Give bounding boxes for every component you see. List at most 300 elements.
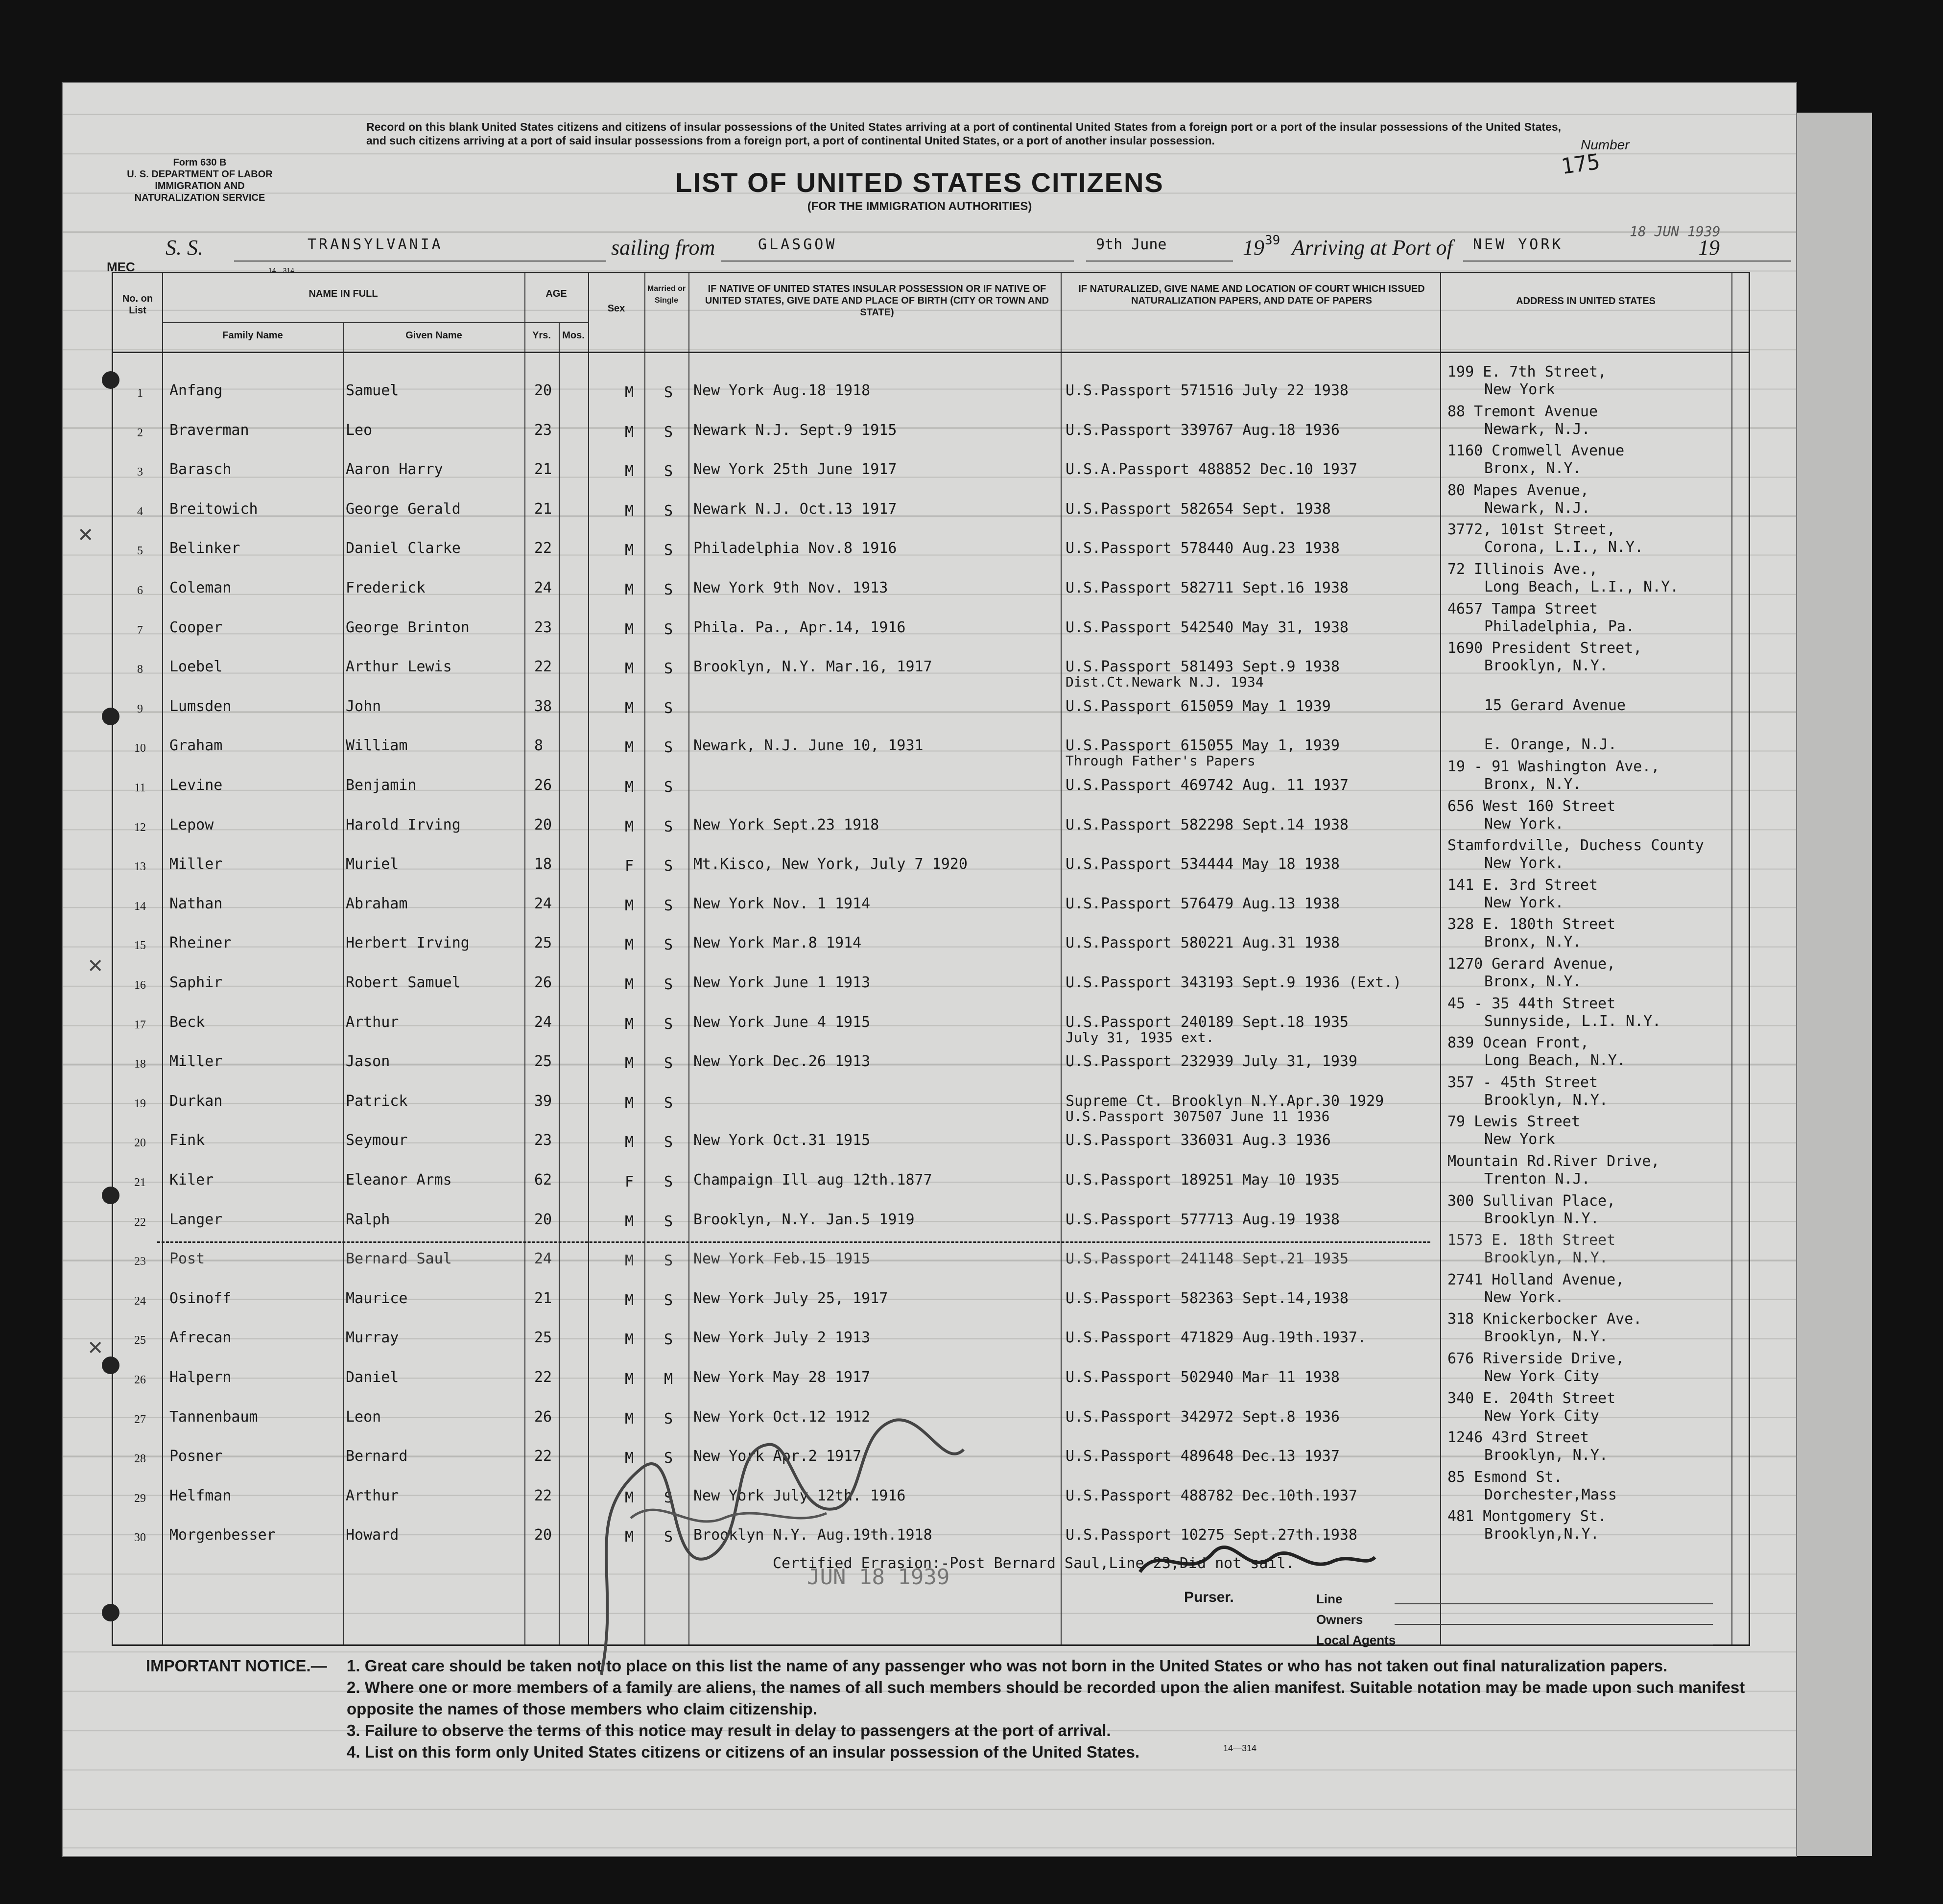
record-instructions: Record on this blank United States citizens and citizens of insular possessions of the United States arriving at a port of continental United States from a foreign port or a port of the insular possessions of the United States, and such citizens arriving at a port of said insular possessions from a foreign port, a port of continental United States, or a port of another insular possession. [366,120,1561,147]
family-name: Tannenbaum [169,1408,258,1426]
given-name: Eleanor Arms [346,1171,452,1189]
notice-label: IMPORTANT NOTICE.— [146,1657,327,1675]
header-age: AGE [545,288,567,299]
naturalization-info: U.S.Passport 582298 Sept.14 1938 [1066,816,1349,833]
birth-info: Newark N.J. Sept.9 1915 [693,421,897,439]
age-years: 21 [534,461,552,478]
age-years: 8 [534,737,544,755]
age-years: 24 [534,1013,552,1031]
marital-status: S [664,857,673,875]
sex: M [625,1450,634,1467]
address-line-1: 79 Lewis Street [1447,1113,1580,1131]
birth-info: Mt.Kisco, New York, July 7 1920 [693,856,968,873]
family-name: Belinker [169,540,240,557]
naturalization-info: U.S.Passport 10275 Sept.27th.1938 [1066,1526,1358,1544]
naturalization-info: U.S.Passport 232939 July 31, 1939 [1066,1053,1358,1071]
form-identifier: Form 630 B U. S. DEPARTMENT OF LABOR IMMIGRATION AND NATURALIZATION SERVICE [127,157,273,203]
year-prefix: 19 [1243,236,1264,260]
family-name: Barasch [169,461,232,478]
sex: M [625,1055,634,1072]
age-years: 39 [534,1092,552,1110]
page-subtitle: (FOR THE IMMIGRATION AUTHORITIES) [807,200,1032,213]
header-name-in-full: NAME IN FULL [308,288,378,299]
x-mark: ✕ [87,955,104,977]
birth-info: Phila. Pa., Apr.14, 1916 [693,619,906,636]
arriving-label: Arriving at Port of [1292,236,1453,260]
age-years: 21 [534,500,552,518]
marital-status: S [664,542,673,559]
family-name: Posner [169,1448,223,1465]
family-name: Halpern [169,1369,232,1386]
address-line-2: Newark, N.J. [1484,420,1590,438]
birth-info: New York Sept.23 1918 [693,816,879,833]
header-sex: Sex [607,303,625,314]
address-line-1: 328 E. 180th Street [1447,916,1616,933]
address-line-2: 15 Gerard Avenue [1484,696,1626,714]
marital-status: S [664,620,673,638]
family-name: Morgenbesser [169,1526,276,1544]
marital-status: S [664,739,673,757]
given-name: Herbert Irving [346,934,470,952]
age-years: 21 [534,1289,552,1307]
birth-info: New York Mar.8 1914 [693,934,862,952]
row-number: 20 [134,1137,146,1150]
address-line-1: 357 - 45th Street [1447,1073,1598,1091]
age-years: 22 [534,540,552,557]
address-line-2: Brooklyn, N.Y. [1484,1249,1608,1267]
birth-info: New York July 2 1913 [693,1329,871,1347]
sail-date: 9th June [1096,236,1167,253]
marital-status: S [664,1213,673,1230]
age-years: 20 [534,382,552,399]
naturalization-info: U.S.Passport 582711 Sept.16 1938 [1066,579,1349,596]
family-name: Anfang [169,382,223,399]
address-line-1: 199 E. 7th Street, [1447,363,1607,381]
naturalization-info: U.S.Passport 580221 Aug.31 1938 [1066,934,1340,952]
age-years: 23 [534,619,552,636]
address-line-1: 45 - 35 44th Street [1447,995,1616,1012]
address-line-2: Long Beach, N.Y. [1484,1052,1626,1070]
purser-label: Purser. [1184,1589,1234,1605]
address-line-1: 2741 Holland Avenue, [1447,1271,1625,1288]
sex: M [625,542,634,559]
row-number: 19 [134,1097,146,1110]
sex: M [625,1410,634,1428]
naturalization-info: U.S.Passport 489648 Dec.13 1937 [1066,1448,1340,1465]
address-line-1: 80 Mapes Avenue, [1447,481,1589,499]
birth-info: New York July 12th. 1916 [693,1487,906,1504]
row-number: 1 [137,387,143,400]
header-family-name: Family Name [222,330,283,341]
row-number: 9 [137,702,143,715]
naturalization-info: U.S.Passport 488782 Dec.10th.1937 [1066,1487,1358,1504]
family-name: Levine [169,777,223,794]
given-name: Robert Samuel [346,974,461,991]
address-line-1: 340 E. 204th Street [1447,1389,1616,1407]
marital-status: S [664,1331,673,1349]
manifest-sheet [63,83,1796,1856]
address-line-2: Trenton N.J. [1484,1170,1590,1188]
address-line-1: 656 West 160 Street [1447,797,1616,815]
address-line-1: 300 Sullivan Place, [1447,1192,1616,1210]
naturalization-info-extra: July 31, 1935 ext. [1066,1029,1214,1046]
birth-info: New York 25th June 1917 [693,461,897,478]
sex: M [625,423,634,441]
address-line-1: 1690 President Street, [1447,640,1642,657]
row-number: 2 [137,426,143,439]
naturalization-info-extra: U.S.Passport 307507 June 11 1936 [1066,1108,1330,1124]
row-number: 4 [137,505,143,518]
family-name: Cooper [169,619,223,636]
arrival-date-stamp: 18 JUN 1939 [1630,223,1721,239]
marital-status: S [664,1055,673,1072]
marital-status: S [664,463,673,480]
x-mark: ✕ [87,1337,104,1359]
row-number: 10 [134,742,146,755]
voyage-line [166,223,1757,264]
naturalization-info: U.S.Passport 615055 May 1, 1939 [1066,737,1340,755]
given-name: Bernard Saul [346,1250,452,1268]
age-years: 62 [534,1171,552,1189]
x-mark: ✕ [77,524,94,547]
address-line-2: New York [1484,1131,1555,1148]
address-line-2: Long Beach, L.I., N.Y. [1484,578,1679,595]
age-years: 18 [534,856,552,873]
given-name: Arthur [346,1487,399,1504]
address-line-1: 141 E. 3rd Street [1447,876,1598,894]
age-years: 20 [534,1211,552,1228]
row-number: 27 [134,1413,146,1426]
address-line-1: 4657 Tampa Street [1447,600,1598,618]
address-line-2: New York. [1484,855,1564,872]
marital-status: S [664,779,673,796]
age-years: 25 [534,1329,552,1347]
punch-hole [102,371,119,389]
line-owners-agents [1316,1592,1396,1653]
row-number: 22 [134,1215,146,1229]
row-number: 6 [137,584,143,597]
sex: M [625,620,634,638]
ship-name: TRANSYLVANIA [308,236,443,253]
given-name: Howard [346,1526,399,1544]
birth-info: Brooklyn N.Y. Aug.19th.1918 [693,1526,932,1544]
family-name: Fink [169,1132,205,1149]
address-line-1: 1573 E. 18th Street [1447,1232,1616,1249]
table-row [113,692,1749,731]
sex: M [625,502,634,520]
age-years: 24 [534,1250,552,1268]
naturalization-info: U.S.Passport 343193 Sept.9 1936 (Ext.) [1066,974,1402,991]
address-line-2: New York. [1484,1288,1564,1306]
family-name: Miller [169,1053,223,1071]
age-years: 24 [534,579,552,596]
sex: M [625,463,634,480]
marital-status: S [664,1489,673,1506]
number-label: Number [1581,137,1630,152]
address-line-2: Dorchester,Mass [1484,1486,1617,1503]
footer-code: 14—314 [1223,1743,1257,1753]
naturalization-info: U.S.Passport 615059 May 1 1939 [1066,697,1331,715]
address-line-2: Brooklyn,N.Y. [1484,1525,1599,1543]
birth-info: New York June 1 1913 [693,974,871,991]
sex: M [625,1094,634,1112]
address-line-2: Brooklyn, N.Y. [1484,657,1608,675]
family-name: Graham [169,737,223,755]
row-number: 25 [134,1334,146,1347]
struck-line-23 [157,1241,1430,1243]
birth-info: Newark, N.J. June 10, 1931 [693,737,924,755]
address-line-2: Bronx, N.Y. [1484,933,1582,951]
given-name: Harold Irving [346,816,461,833]
family-name: Miller [169,856,223,873]
marital-status: S [664,1094,673,1112]
sex: M [625,1371,634,1388]
given-name: Jason [346,1053,390,1071]
family-name: Osinoff [169,1289,232,1307]
given-name: Arthur [346,1013,399,1031]
address-line-1: 1246 43rd Street [1447,1429,1589,1447]
address-line-2: Brooklyn, N.Y. [1484,1328,1608,1346]
naturalization-info: U.S.Passport 577713 Aug.19 1938 [1066,1211,1340,1228]
family-name: Lepow [169,816,214,833]
punch-hole [102,1604,119,1621]
row-number: 29 [134,1492,146,1505]
address-line-2: Bronx, N.Y. [1484,776,1582,793]
sex: M [625,779,634,796]
from-port: GLASGOW [758,236,837,253]
age-years: 20 [534,816,552,833]
family-name: Helfman [169,1487,232,1504]
sex: M [625,699,634,717]
family-name: Beck [169,1013,205,1031]
birth-info: Brooklyn, N.Y. Mar.16, 1917 [693,658,932,676]
printer-code: 14—314 [268,266,294,274]
handwritten-signature-inspector [562,1371,1003,1704]
sex: M [625,739,634,757]
address-line-2: New York City [1484,1407,1599,1425]
header-yrs: Yrs. [532,330,551,341]
address-line-2: Philadelphia, Pa. [1484,618,1635,635]
number-value: 175 [1559,149,1602,180]
sex: M [625,818,634,835]
line-label: Line [1316,1592,1343,1606]
family-name: Loebel [169,658,223,676]
naturalization-info: U.S.Passport 534444 May 18 1938 [1066,856,1340,873]
family-name: Afrecan [169,1329,232,1347]
birth-info: New York May 28 1917 [693,1369,871,1386]
marital-status: S [664,1252,673,1270]
birth-info: Champaign Ill aug 12th.1877 [693,1171,932,1189]
marital-status: S [664,699,673,717]
marital-status: S [664,818,673,835]
header-address: ADDRESS IN UNITED STATES [1516,296,1656,307]
page-title: LIST OF UNITED STATES CITIZENS [675,167,1164,198]
given-name: Frederick [346,579,426,596]
family-name: Lumsden [169,697,232,715]
naturalization-info: U.S.Passport 581493 Sept.9 1938 [1066,658,1340,676]
row-number: 28 [134,1452,146,1466]
marital-status: S [664,1015,673,1033]
row-number: 21 [134,1176,146,1189]
address-line-1: 85 Esmond St. [1447,1468,1563,1486]
row-number: 8 [137,663,143,676]
address-line-1: 19 - 91 Washington Ave., [1447,758,1660,775]
birth-info: New York Oct.31 1915 [693,1132,871,1149]
family-name: Durkan [169,1092,223,1110]
address-line-2: Newark, N.J. [1484,499,1590,517]
birth-info: New York Nov. 1 1914 [693,895,871,912]
row-number: 14 [134,900,146,913]
naturalization-info: U.S.Passport 578440 Aug.23 1938 [1066,540,1340,557]
naturalization-info: U.S.Passport 582654 Sept. 1938 [1066,500,1331,518]
sex: M [625,936,634,954]
age-years: 20 [534,1526,552,1544]
family-name: Langer [169,1211,223,1228]
given-name: Leon [346,1408,381,1426]
sex: F [625,1173,634,1190]
naturalization-info: U.S.Passport 342972 Sept.8 1936 [1066,1408,1340,1426]
naturalization-info: U.S.Passport 336031 Aug.3 1936 [1066,1132,1331,1149]
sex: M [625,1489,634,1506]
marital-status: S [664,1410,673,1428]
sex: M [625,897,634,914]
birth-info: New York Feb.15 1915 [693,1250,871,1268]
header-married: Married or Single [647,285,686,305]
arrival-port: NEW YORK [1473,236,1564,253]
address-line-2: Bronx, N.Y. [1484,973,1582,990]
row-number: 12 [134,821,146,834]
punch-hole [102,1187,119,1204]
sex: M [625,1331,634,1349]
sailing-label: sailing from [611,236,715,260]
row-number: 7 [137,623,143,637]
address-line-2: New York [1484,381,1555,398]
row-number: 5 [137,545,143,558]
birth-info: New York Apr.2 1917 [693,1448,862,1465]
address-line-1: 676 Riverside Drive, [1447,1350,1625,1367]
address-line-1: 318 Knickerbocker Ave. [1447,1310,1642,1328]
naturalization-info-extra: Dist.Ct.Newark N.J. 1934 [1066,674,1264,690]
birth-info: New York Oct.12 1912 [693,1408,871,1426]
given-name: Samuel [346,382,399,399]
row-number: 13 [134,860,146,874]
naturalization-info: U.S.A.Passport 488852 Dec.10 1937 [1066,461,1358,478]
address-line-2: Sunnyside, L.I. N.Y. [1484,1012,1661,1030]
naturalization-info: U.S.Passport 241148 Sept.21 1935 [1066,1250,1349,1268]
marital-status: S [664,897,673,914]
row-number: 30 [134,1531,146,1545]
sex: M [625,660,634,678]
birth-info: New York June 4 1915 [693,1013,871,1031]
header-given-name: Given Name [405,330,462,341]
age-years: 26 [534,777,552,794]
address-line-2: Brooklyn, N.Y. [1484,1091,1608,1109]
row-number: 24 [134,1294,146,1308]
age-years: 23 [534,421,552,439]
sex: M [625,976,634,993]
naturalization-info: U.S.Passport 542540 May 31, 1938 [1066,619,1349,636]
family-name: Rheiner [169,934,232,952]
table-row [113,640,1749,691]
row-number: 11 [134,782,146,794]
address-line-1: 3772, 101st Street, [1447,521,1616,539]
given-name: Patrick [346,1092,408,1110]
punch-hole [102,708,119,725]
age-years: 22 [534,1487,552,1504]
underlying-page [1787,113,1872,1856]
address-line-1: 88 Tremont Avenue [1447,403,1598,420]
marital-status: M [664,1371,673,1388]
age-years: 26 [534,974,552,991]
naturalization-info-extra: Through Father's Papers [1066,753,1256,769]
marital-status: S [664,1450,673,1467]
certified-errasion: Certified Errasion:-Post Bernard Saul,Line 23,Did not sail. [773,1555,1295,1572]
header-no: No. on List [122,293,153,316]
family-name: Kiler [169,1171,214,1189]
address-line-2: New York City [1484,1368,1599,1385]
address-line-1: 1160 Cromwell Avenue [1447,442,1625,460]
marital-status: S [664,502,673,520]
birth-info: Brooklyn, N.Y. Jan.5 1919 [693,1211,915,1228]
age-years: 25 [534,934,552,952]
address-line-1: 481 Montgomery St. [1447,1508,1607,1525]
family-name: Post [169,1250,205,1268]
owners-label: Owners [1316,1612,1363,1627]
marital-status: S [664,581,673,598]
birth-info: New York Aug.18 1918 [693,382,871,399]
naturalization-info: U.S.Passport 240189 Sept.18 1935 [1066,1013,1349,1031]
address-line-1: 839 Ocean Front, [1447,1034,1589,1052]
row-number: 18 [134,1058,146,1071]
age-years: 22 [534,1448,552,1465]
birth-info: Newark N.J. Oct.13 1917 [693,500,897,518]
naturalization-info: U.S.Passport 339767 Aug.18 1936 [1066,421,1340,439]
given-name: John [346,697,381,715]
row-number: 15 [134,939,146,952]
address-line-2: Corona, L.I., N.Y. [1484,539,1644,556]
naturalization-info: U.S.Passport 469742 Aug. 11 1937 [1066,777,1349,794]
address-line-1: Mountain Rd.River Drive, [1447,1153,1660,1170]
family-name: Saphir [169,974,223,991]
address-line-2: Brooklyn, N.Y. [1484,1447,1608,1464]
address-line-2: E. Orange, N.J. [1484,736,1617,754]
address-line-1: Stamfordville, Duchess County [1447,837,1704,855]
header-mos: Mos. [562,330,585,341]
given-name: Muriel [346,856,399,873]
agents-label: Local Agents [1316,1633,1396,1647]
family-name: Coleman [169,579,232,596]
birth-info: New York July 25, 1917 [693,1289,888,1307]
row-number: 16 [134,979,146,992]
given-name: Leo [346,421,373,439]
naturalization-info: U.S.Passport 576479 Aug.13 1938 [1066,895,1340,912]
row-number: 17 [134,1018,146,1031]
sex: M [625,1291,634,1309]
mec-mark: MEC [107,260,135,274]
given-name: Daniel Clarke [346,540,461,557]
header-naturalized: IF NATURALIZED, GIVE NAME AND LOCATION OF COURT WHICH ISSUED NATURALIZATION PAPERS, AND DATE OF PAPERS [1078,284,1425,306]
age-years: 26 [534,1408,552,1426]
naturalization-info: U.S.Passport 189251 May 10 1935 [1066,1171,1340,1189]
header-birth: IF NATIVE OF UNITED STATES INSULAR POSSESSION OR IF NATIVE OF UNITED STATES, GIVE DATE AND PLACE OF BIRTH (CITY OR TOWN AND STATE) [705,284,1049,318]
given-name: William [346,737,408,755]
given-name: George Brinton [346,619,470,636]
given-name: Ralph [346,1211,390,1228]
naturalization-info: U.S.Passport 471829 Aug.19th.1937. [1066,1329,1367,1347]
marital-status: S [664,976,673,993]
naturalization-info: U.S.Passport 502940 Mar 11 1938 [1066,1369,1340,1386]
age-years: 23 [534,1132,552,1149]
